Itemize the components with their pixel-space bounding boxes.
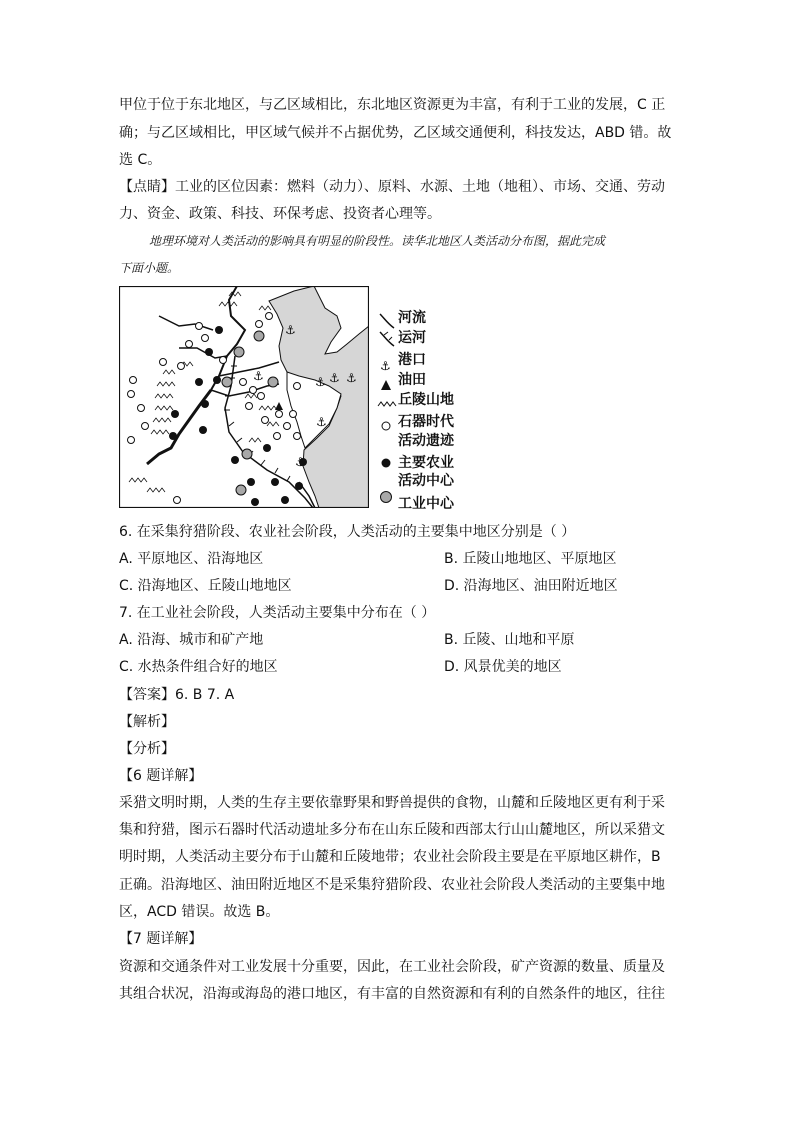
question-intro: 下面小题。 [119, 261, 180, 275]
text-line: 区，ACD 错误。故选 B。 [119, 904, 280, 920]
text-line: 确；与乙区域相比，甲区域气候并不占据优势，乙区域交通便利，科技发达，ABD 错。故 [119, 125, 672, 141]
map-legend-symbols [376, 308, 398, 508]
legend-oilfield: 油田 [398, 372, 426, 388]
text-line: 正确。沿海地区、油田附近地区不是采集狩猎阶段、农业社会阶段人类活动的主要集中地 [119, 877, 665, 893]
text-line: 其组合状况，沿海或海岛的港口地区，有丰富的自然资源和有利的自然条件的地区，往往 [119, 986, 665, 1002]
section-heading: 【分析】 [119, 741, 175, 757]
option-a: A. 沿海、城市和矿产地 [119, 632, 264, 648]
river [211, 384, 279, 396]
river-legend-icon [380, 314, 394, 328]
north-china-activity-map [119, 286, 369, 508]
svg-text:⚓: ⚓ [295, 455, 306, 469]
legend-stoneage: 活动遗迹 [398, 433, 454, 449]
option-a: A. 平原地区、沿海地区 [119, 551, 264, 567]
text-line: 资源和交通条件对工业发展十分重要，因此，在工业社会阶段，矿产资源的数量、质量及 [119, 959, 665, 975]
section-heading: 【解析】 [119, 714, 175, 730]
text-line: 采猎文明时期，人类的生存主要依靠野果和野兽提供的食物，山麓和丘陵地区更有利于采 [119, 795, 665, 811]
oilfield-legend-icon [381, 380, 391, 390]
industrial-centers [222, 331, 278, 495]
svg-text:⚓: ⚓ [346, 371, 357, 385]
option-b: B. 丘陵、山地和平原 [444, 632, 575, 648]
canal-legend-icon [380, 332, 394, 346]
legend-agriculture: 活动中心 [398, 473, 454, 489]
river [159, 316, 213, 330]
legend-stoneage: 石器时代 [398, 414, 454, 430]
text-line: 集和狩猎，图示石器时代活动遗址多分布在山东丘陵和西部太行山山麓地区，所以采猎文 [119, 822, 665, 838]
legend-hills: 丘陵山地 [398, 392, 454, 408]
option-d: D. 风景优美的地区 [444, 659, 562, 675]
legend-agriculture: 主要农业 [398, 455, 454, 471]
text-line: 选 C。 [119, 152, 162, 168]
oilfield-marker [275, 402, 283, 410]
question-stem: 6. 在采集狩猎阶段、农业社会阶段，人类活动的主要集中地区分别是（ ） [119, 524, 576, 540]
stone-age-legend-icon [382, 422, 390, 430]
svg-text:⚓: ⚓ [329, 371, 340, 385]
text-line: 明时期，人类活动主要分布于山麓和丘陵地带；农业社会阶段主要是在平原地区耕作，B [119, 849, 661, 865]
question-stem: 7. 在工业社会阶段，人类活动主要集中分布在（ ） [119, 605, 436, 621]
section-heading: 【7 题详解】 [119, 931, 203, 947]
answer-line: 【答案】6. B 7. A [119, 687, 235, 703]
svg-text:⚓: ⚓ [253, 369, 264, 383]
option-b: B. 丘陵山地地区、平原地区 [444, 551, 617, 567]
river [179, 348, 227, 358]
option-d: D. 沿海地区、油田附近地区 [444, 578, 618, 594]
legend-industry: 工业中心 [398, 496, 454, 512]
svg-text:⚓: ⚓ [285, 323, 296, 337]
option-c: C. 沿海地区、丘陵山地地区 [119, 578, 292, 594]
legend-port: 港口 [398, 352, 426, 368]
anchor-legend-icon: ⚓ [380, 359, 391, 373]
svg-text:⚓: ⚓ [316, 415, 327, 429]
hills-legend-icon [378, 402, 396, 406]
text-line: 甲位于位于东北地区，与乙区域相比，东北地区资源更为丰富，有利于工业的发展，C 正 [119, 97, 666, 113]
svg-text:⚓: ⚓ [315, 375, 326, 389]
section-heading: 【6 题详解】 [119, 768, 203, 784]
industry-legend-icon [381, 492, 392, 503]
legend-river: 河流 [398, 310, 426, 326]
river [219, 362, 279, 376]
question-intro: 地理环境对人类活动的影响具有明显的阶段性。读华北地区人类活动分布图，据此完成 [149, 234, 606, 248]
agriculture-legend-icon [382, 459, 391, 468]
option-c: C. 水热条件组合好的地区 [119, 659, 278, 675]
text-line: 【点睛】工业的区位因素：燃料（动力）、原料、水源、土地（地租）、市场、交通、劳动 [119, 179, 665, 195]
text-line: 力、资金、政策、科技、环保考虑、投资者心理等。 [119, 206, 441, 222]
legend-canal: 运河 [398, 330, 426, 346]
